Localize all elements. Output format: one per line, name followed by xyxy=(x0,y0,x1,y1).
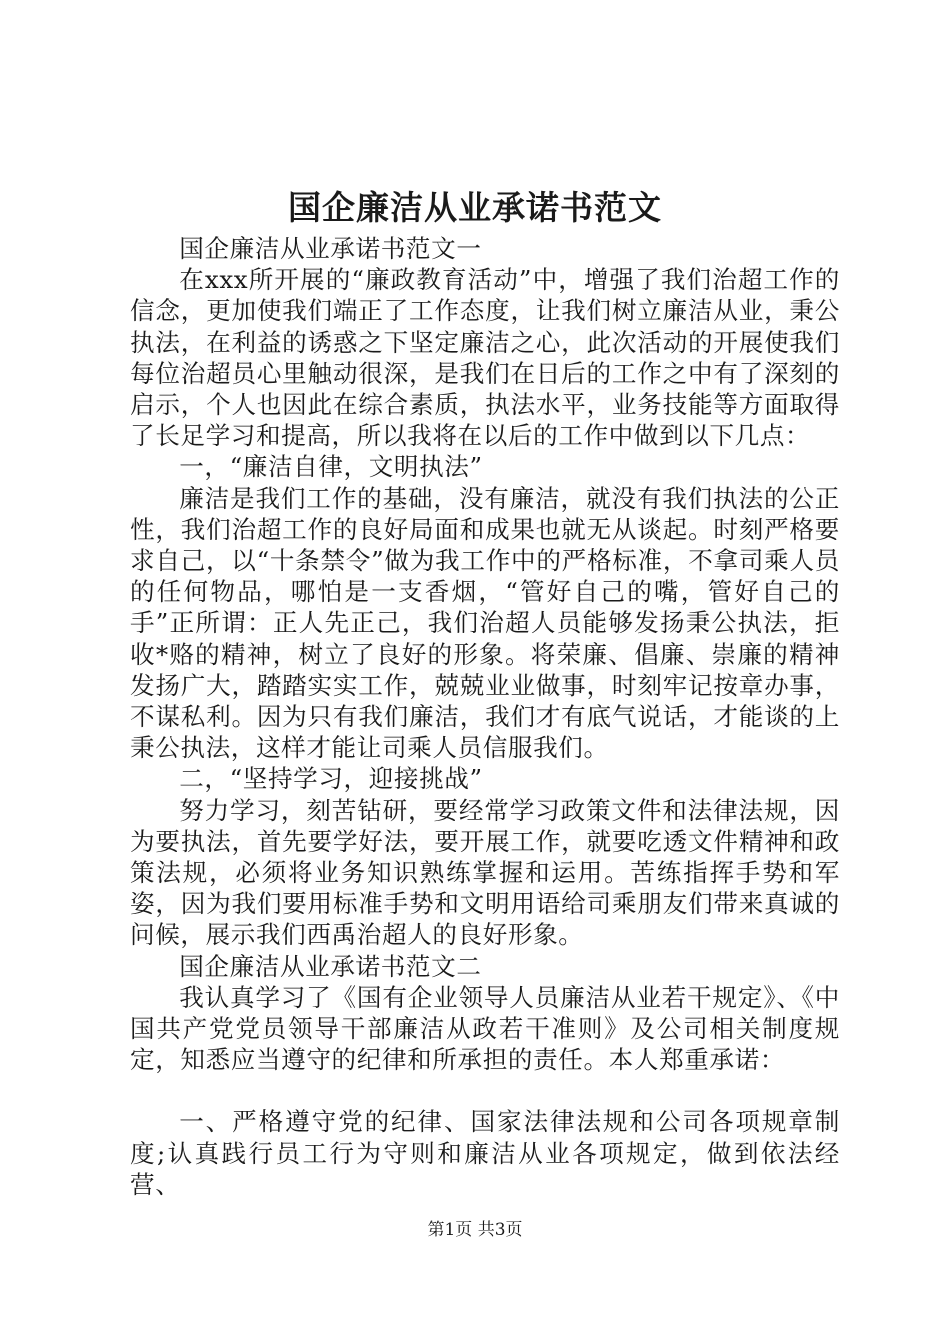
paragraph-pledge-intro: 我认真学习了《国有企业领导人员廉洁从业若干规定》、《中国共产党党员领导干部廉洁从政若干准则》及公司相关制度规定，知悉应当遵守的纪律和所承担的责任。本人郑重承诺： xyxy=(130,982,840,1075)
paragraph-point-2: 努力学习，刻苦钻研，要经常学习政策文件和法律法规，因为要执法，首先要学好法，要开展工作，就要吃透文件精神和政策法规，必须将业务知识熟练掌握和运用。苦练指挥手势和军姿，因为我们要用标准手势和文明用语给司乘朋友们带来真诚的问候，展示我们西禹治超人的良好形象。 xyxy=(130,795,840,950)
point-heading-1: 一，“廉洁自律，文明执法” xyxy=(179,452,483,482)
section-heading-1: 国企廉洁从业承诺书范文一 xyxy=(179,234,482,263)
page-number-footer: 第1页 共3页 xyxy=(427,1220,523,1240)
section-heading-2: 国企廉洁从业承诺书范文二 xyxy=(179,951,482,981)
paragraph-intro: 在xxx所开展的“廉政教育活动”中，增强了我们治超工作的信念，更加使我们端正了工作态度，让我们树立廉洁从业，秉公执法，在利益的诱惑之下坚定廉洁之心，此次活动的开展使我们每位治超员心里触动很深，是我们在日后的工作之中有了深刻的启示，个人也因此在综合素质，执法水平，业务技能等方面取得了长足学习和提高，所以我将在以后的工作中做到以下几点： xyxy=(130,265,840,451)
document-body xyxy=(130,233,840,1200)
paragraph-point-1: 廉洁是我们工作的基础，没有廉洁，就没有我们执法的公正性，我们治超工作的良好局面和成果也就无从谈起。时刻严格要求自己，以“十条禁令”做为我工作中的严格标准，不拿司乘人员的任何物品，哪怕是一支香烟，“管好自己的嘴，管好自己的手”正所谓：正人先正己，我们治超人员能够发扬秉公执法，拒收*赂的精神，树立了良好的形象。将荣廉、倡廉、崇廉的精神发扬广大，踏踏实实工作，兢兢业业做事，时刻牢记按章办事，不谋私利。因为只有我们廉洁，我们才有底气说话，才能谈的上秉公执法，这样才能让司乘人员信服我们。 xyxy=(130,483,840,763)
paragraph-pledge-1: 一、严格遵守党的纪律、国家法律法规和公司各项规章制度;认真践行员工行为守则和廉洁从业各项规定，做到依法经营、 xyxy=(130,1107,840,1199)
point-heading-2: 二，“坚持学习，迎接挑战” xyxy=(179,764,483,794)
page-title: 国企廉洁从业承诺书范文 xyxy=(288,188,662,227)
